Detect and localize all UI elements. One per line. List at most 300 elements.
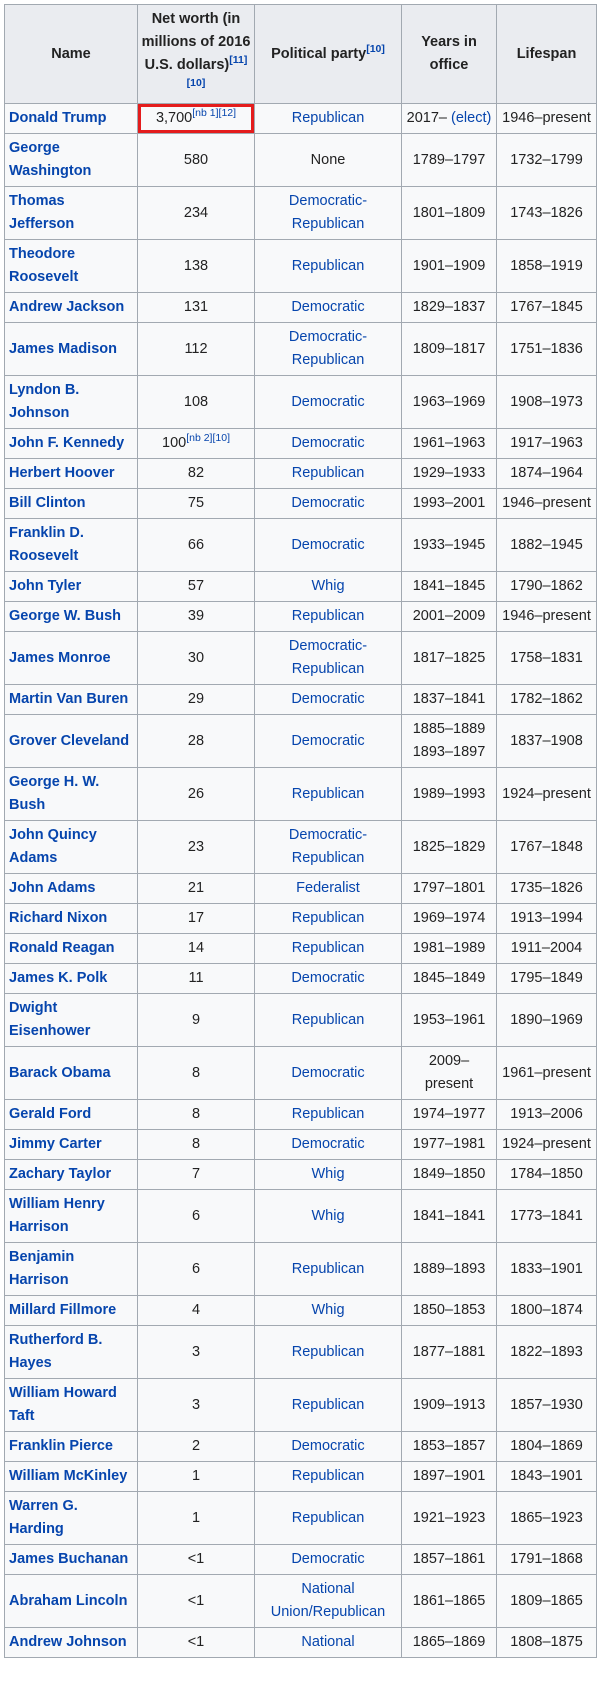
party-link[interactable]: Democratic-Republican [255,323,402,376]
years-in-office-value: 1857–1861 [412,1551,486,1567]
net-worth-cell [138,519,255,572]
years-in-office-cell [402,632,497,685]
reference-link[interactable]: [nb 1][12] [192,107,237,119]
net-worth-value: 131 [183,299,209,315]
party-link[interactable]: Democratic-Republican [255,821,402,874]
president-name-link[interactable]: William Henry Harrison [5,1190,138,1243]
table-body [5,104,597,1658]
net-worth-cell [138,1462,255,1492]
column-header-lifespan[interactable] [497,5,597,104]
lifespan-cell: 1946–present [497,602,597,632]
president-name-link[interactable]: Ronald Reagan [5,934,138,964]
net-worth-value: 82 [187,465,205,481]
table-row [5,1047,597,1100]
years-in-office-cell [402,685,497,715]
lifespan-cell: 1784–1850 [497,1160,597,1190]
party-link[interactable]: Democratic [255,489,402,519]
president-name-link[interactable]: Andrew Johnson [5,1628,138,1658]
net-worth-cell [138,187,255,240]
president-name-link[interactable]: Jimmy Carter [5,1130,138,1160]
years-in-office-value: 1789–1797 [412,151,486,168]
years-in-office-value: 1901–1909 [412,257,486,274]
table-row [5,1243,597,1296]
years-in-office-cell [402,323,497,376]
president-name-link[interactable]: William McKinley [5,1462,138,1492]
table-row [5,1130,597,1160]
column-header-years-label: Years in office [421,34,477,73]
years-in-office-value: 1877–1881 [412,1343,486,1360]
net-worth-value: <1 [187,1551,205,1567]
table-row [5,685,597,715]
net-worth-cell [138,934,255,964]
years-in-office-cell [402,1190,497,1243]
table-row [5,1432,597,1462]
net-worth-value: 100 [162,435,187,451]
president-name-link[interactable]: John Tyler [5,572,138,602]
party-link[interactable]: Republican [255,934,402,964]
net-worth-value: 7 [191,1166,201,1182]
column-header-party[interactable] [255,5,402,104]
column-header-net-worth[interactable] [138,5,255,104]
years-in-office-cell [402,1326,497,1379]
president-name-link[interactable]: John F. Kennedy [5,429,138,459]
column-header-party-label: Political party [271,45,367,62]
president-name-link[interactable]: Grover Cleveland [5,715,138,768]
president-name-link[interactable]: Herbert Hoover [5,459,138,489]
party-link[interactable]: Republican [255,1326,402,1379]
years-in-office-cell [402,489,497,519]
net-worth-value: 6 [191,1207,201,1224]
lifespan-cell: 1913–2006 [497,1100,597,1130]
years-in-office-value: 1801–1809 [412,204,486,221]
lifespan-cell: 1773–1841 [497,1190,597,1243]
years-in-office-cell [402,240,497,293]
table-row [5,874,597,904]
years-in-office-cell [402,376,497,429]
lifespan-cell: 1913–1994 [497,904,597,934]
years-in-office-value: 1809–1817 [412,340,486,357]
president-name-link[interactable]: Martin Van Buren [5,685,138,715]
lifespan-cell: 1908–1973 [497,376,597,429]
reference-link[interactable]: [nb 2][10] [186,432,230,444]
party-link[interactable]: Democratic [255,715,402,768]
years-in-office-value: 1885–1889 [412,721,486,737]
lifespan-cell: 1924–present [497,1130,597,1160]
years-in-office-value: 1961–1963 [412,435,486,451]
years-in-office-value: 1853–1857 [412,1438,486,1454]
president-name-link[interactable]: John Quincy Adams [5,821,138,874]
party-link[interactable]: Whig [255,1190,402,1243]
years-in-office-cell [402,1492,497,1545]
net-worth-cell [138,376,255,429]
net-worth-value: 234 [183,204,209,221]
years-in-office-value: 1850–1853 [412,1302,486,1318]
years-in-office-value: 1977–1981 [412,1136,486,1152]
lifespan-cell: 1751–1836 [497,323,597,376]
party-link[interactable]: Republican [255,1243,402,1296]
years-in-office-cell [402,602,497,632]
years-in-office-cell [402,1130,497,1160]
party-link[interactable]: Republican [255,602,402,632]
net-worth-cell [138,459,255,489]
years-in-office-cell [402,1545,497,1575]
lifespan-cell: 1857–1930 [497,1379,597,1432]
net-worth-cell [138,632,255,685]
lifespan-cell: 1822–1893 [497,1326,597,1379]
net-worth-value: 8 [191,1136,201,1152]
net-worth-cell [138,602,255,632]
party-link[interactable]: Republican [255,994,402,1047]
net-worth-value: 29 [187,691,205,707]
president-name-link[interactable]: Richard Nixon [5,904,138,934]
years-in-office-cell [402,1432,497,1462]
lifespan-cell: 1874–1964 [497,459,597,489]
years-in-office-value: 1841–1841 [412,1207,486,1224]
net-worth-cell [138,293,255,323]
net-worth-value: 108 [183,393,209,410]
president-name-link[interactable]: Barack Obama [5,1047,138,1100]
years-in-office-value: 1893–1897 [412,744,486,760]
years-in-office-value: 1909–1913 [412,1396,486,1413]
president-name-link[interactable]: William Howard Taft [5,1379,138,1432]
table-row [5,934,597,964]
net-worth-value: 3 [191,1343,201,1360]
net-worth-value: 23 [187,838,205,855]
net-worth-value: 3 [191,1396,201,1413]
president-name-link[interactable]: George H. W. Bush [5,768,138,821]
party-link[interactable]: Republican [255,104,402,134]
net-worth-cell [138,104,255,134]
net-worth-value: <1 [187,1592,205,1609]
president-name-link[interactable]: Benjamin Harrison [5,1243,138,1296]
table-row [5,1190,597,1243]
years-in-office-cell [402,934,497,964]
years-in-office-value: 2009–present [424,1053,474,1092]
years-in-office-value: 1889–1893 [412,1260,486,1277]
lifespan-cell: 1865–1923 [497,1492,597,1545]
years-in-office-cell [402,1100,497,1130]
years-in-office-value: 1897–1901 [412,1468,486,1484]
years-in-office-cell [402,1047,497,1100]
party-link[interactable]: Democratic [255,1432,402,1462]
net-worth-value: 28 [187,732,205,749]
party-link[interactable]: Republican [255,1100,402,1130]
president-name-link[interactable]: Thomas Jefferson [5,187,138,240]
table-row [5,1296,597,1326]
table-row [5,429,597,459]
party-link[interactable]: Democratic [255,964,402,994]
lifespan-cell: 1795–1849 [497,964,597,994]
years-in-office-value: 1845–1849 [412,970,486,986]
net-worth-value: 1 [191,1509,201,1526]
president-name-link[interactable]: James Madison [5,323,138,376]
party-link[interactable]: Democratic [255,1130,402,1160]
party-link[interactable]: Republican [255,1462,402,1492]
lifespan-cell: 1837–1908 [497,715,597,768]
reference-link[interactable]: [11][10] [186,54,248,89]
years-in-office-cell [402,1462,497,1492]
president-name-link[interactable]: Millard Fillmore [5,1296,138,1326]
net-worth-value: 17 [187,910,205,926]
years-in-office-cell [402,519,497,572]
lifespan-cell: 1800–1874 [497,1296,597,1326]
column-header-net-worth-label: Net worth (in millions of 2016 U.S. dollars) [141,11,251,73]
table-row [5,1379,597,1432]
party-link[interactable]: Whig [255,1296,402,1326]
table-row [5,1100,597,1130]
lifespan-cell: 1804–1869 [497,1432,597,1462]
party-link[interactable]: Republican [255,240,402,293]
president-name-link[interactable]: Gerald Ford [5,1100,138,1130]
net-worth-cell [138,1100,255,1130]
party-link[interactable]: Republican [255,904,402,934]
net-worth-cell [138,489,255,519]
net-worth-value: 8 [191,1106,201,1122]
table-row [5,104,597,134]
president-name-link[interactable]: Donald Trump [5,104,138,134]
years-in-office-value: 1837–1841 [412,691,486,707]
net-worth-value: 112 [184,340,208,357]
party-link[interactable]: Republican [255,459,402,489]
net-worth-value: 6 [191,1260,201,1277]
lifespan-cell: 1833–1901 [497,1243,597,1296]
net-worth-cell [138,685,255,715]
table-row [5,1575,597,1628]
years-in-office-value: 1829–1837 [412,299,486,315]
party-link[interactable]: Democratic [255,685,402,715]
table-row [5,1160,597,1190]
table-row [5,376,597,429]
net-worth-value: 8 [191,1064,201,1081]
table-row [5,1545,597,1575]
president-name-link[interactable]: Lyndon B. Johnson [5,376,138,429]
party-link[interactable]: Democratic [255,1047,402,1100]
lifespan-cell: 1808–1875 [497,1628,597,1658]
years-in-office-value: 1921–1923 [412,1509,486,1526]
net-worth-cell [138,240,255,293]
net-worth-value: 2 [191,1438,201,1454]
years-in-office-cell [402,874,497,904]
table-row [5,1462,597,1492]
table-row [5,187,597,240]
president-name-link[interactable]: Dwight Eisenhower [5,994,138,1047]
lifespan-cell: 1758–1831 [497,632,597,685]
years-in-office-cell [402,104,497,134]
years-in-office-value: 1989–1993 [412,785,486,802]
net-worth-value: 14 [187,940,205,956]
years-in-office-cell [402,821,497,874]
net-worth-value: 3,700 [155,110,193,126]
lifespan-cell: 1946–present [497,489,597,519]
president-name-link[interactable]: Franklin D. Roosevelt [5,519,138,572]
party-link[interactable]: Democratic [255,293,402,323]
years-in-office-cell [402,572,497,602]
years-in-office-cell [402,459,497,489]
reference-link[interactable]: [10] [366,42,385,55]
net-worth-cell [138,134,255,187]
party-link[interactable]: Democratic-Republican [255,632,402,685]
party-link[interactable]: Democratic [255,429,402,459]
table-row [5,323,597,376]
net-worth-cell [138,1326,255,1379]
party-link[interactable]: Republican [255,1379,402,1432]
presidents-net-worth-table-wrap [4,4,596,1658]
net-worth-cell [138,323,255,376]
table-row [5,1492,597,1545]
net-worth-cell [138,1575,255,1628]
net-worth-value: 9 [191,1011,201,1028]
net-worth-cell [138,994,255,1047]
years-in-office-cell [402,134,497,187]
table-row [5,293,597,323]
president-name-link[interactable]: Rutherford B. Hayes [5,1326,138,1379]
years-in-office-cell [402,904,497,934]
president-name-link[interactable]: Theodore Roosevelt [5,240,138,293]
net-worth-cell [138,1190,255,1243]
years-in-office-value: 1849–1850 [412,1166,486,1182]
net-worth-value: 75 [187,495,205,511]
table-row [5,459,597,489]
lifespan-cell: 1743–1826 [497,187,597,240]
lifespan-cell: 1809–1865 [497,1575,597,1628]
years-in-office-cell [402,964,497,994]
lifespan-cell: 1732–1799 [497,134,597,187]
party-link[interactable]: Democratic-Republican [255,187,402,240]
years-in-office-value: 1817–1825 [412,649,486,666]
presidents-net-worth-table [4,4,597,1658]
president-name-link[interactable]: George Washington [5,134,138,187]
party-link[interactable]: Whig [255,572,402,602]
years-in-office-cell [402,1575,497,1628]
lifespan-cell: 1946–present [497,104,597,134]
net-worth-cell [138,429,255,459]
lifespan-cell: 1767–1845 [497,293,597,323]
party-link[interactable]: National Union/Republican [255,1575,402,1628]
column-header-name[interactable] [5,5,138,104]
lifespan-cell: 1961–present [497,1047,597,1100]
net-worth-cell [138,1296,255,1326]
president-name-link[interactable]: Abraham Lincoln [5,1575,138,1628]
net-worth-cell [138,1379,255,1432]
net-worth-value: 39 [187,608,205,624]
years-in-office-value: 1981–1989 [412,940,486,956]
table-row [5,715,597,768]
table-row [5,768,597,821]
years-in-office-cell [402,1296,497,1326]
net-worth-value: 57 [187,578,205,594]
lifespan-cell: 1911–2004 [497,934,597,964]
president-name-link[interactable]: George W. Bush [5,602,138,632]
net-worth-value: 11 [188,970,204,986]
net-worth-cell [138,768,255,821]
party-link[interactable]: Whig [255,1160,402,1190]
president-name-link[interactable]: Bill Clinton [5,489,138,519]
years-in-office-cell [402,187,497,240]
years-in-office-value: 1974–1977 [412,1106,486,1122]
years-in-office-cell [402,1628,497,1658]
president-name-link[interactable]: James K. Polk [5,964,138,994]
president-name-link[interactable]: Andrew Jackson [5,293,138,323]
net-worth-cell [138,1432,255,1462]
years-in-office-value: 1993–2001 [412,495,486,511]
years-in-office-cell [402,1243,497,1296]
table-row [5,904,597,934]
years-in-office-cell [402,768,497,821]
table-row [5,1628,597,1658]
table-row [5,632,597,685]
net-worth-value: 138 [183,257,209,274]
years-in-office-cell [402,1379,497,1432]
lifespan-cell: 1843–1901 [497,1462,597,1492]
president-name-link[interactable]: Zachary Taylor [5,1160,138,1190]
years-in-office-cell [402,293,497,323]
net-worth-value: 580 [183,151,209,168]
lifespan-cell: 1858–1919 [497,240,597,293]
table-row [5,821,597,874]
years-in-office-value: 1825–1829 [412,838,486,855]
president-name-link[interactable]: James Monroe [5,632,138,685]
net-worth-cell [138,1628,255,1658]
years-in-office-value: 1929–1933 [412,465,486,481]
net-worth-value: 21 [187,880,205,896]
president-name-link[interactable]: Warren G. Harding [5,1492,138,1545]
years-in-office-cell [402,1160,497,1190]
president-name-link[interactable]: Franklin Pierce [5,1432,138,1462]
net-worth-value: 1 [191,1468,201,1484]
table-row [5,964,597,994]
lifespan-cell: 1791–1868 [497,1545,597,1575]
lifespan-cell: 1882–1945 [497,519,597,572]
net-worth-cell [138,1545,255,1575]
party-link[interactable]: Federalist [255,874,402,904]
net-worth-cell [138,715,255,768]
lifespan-cell: 1782–1862 [497,685,597,715]
elect-link[interactable]: (elect) [451,110,492,126]
president-name-link[interactable]: James Buchanan [5,1545,138,1575]
net-worth-cell [138,964,255,994]
net-worth-cell [138,1243,255,1296]
net-worth-cell [138,572,255,602]
net-worth-value: 4 [191,1302,201,1318]
table-row [5,572,597,602]
party-link[interactable]: Republican [255,768,402,821]
years-in-office-value: 1865–1869 [412,1634,486,1650]
president-name-link[interactable]: John Adams [5,874,138,904]
lifespan-cell: 1767–1848 [497,821,597,874]
years-in-office-value: 2017– [406,110,452,126]
party-link[interactable]: Democratic [255,519,402,572]
lifespan-cell: 1790–1862 [497,572,597,602]
party-link: None [255,134,402,187]
party-link[interactable]: Republican [255,1492,402,1545]
party-link[interactable]: Democratic [255,1545,402,1575]
table-row [5,519,597,572]
years-in-office-value: 1953–1961 [412,1011,486,1028]
years-in-office-cell [402,994,497,1047]
years-in-office-value: 1963–1969 [412,393,486,410]
table-row [5,994,597,1047]
party-link[interactable]: National [255,1628,402,1658]
net-worth-cell [138,874,255,904]
net-worth-cell [138,1160,255,1190]
column-header-years[interactable] [402,5,497,104]
column-header-lifespan-label: Lifespan [516,45,577,62]
party-link[interactable]: Democratic [255,376,402,429]
net-worth-cell [138,904,255,934]
table-row [5,1326,597,1379]
years-in-office-value: 1841–1845 [412,578,486,594]
table-row [5,602,597,632]
